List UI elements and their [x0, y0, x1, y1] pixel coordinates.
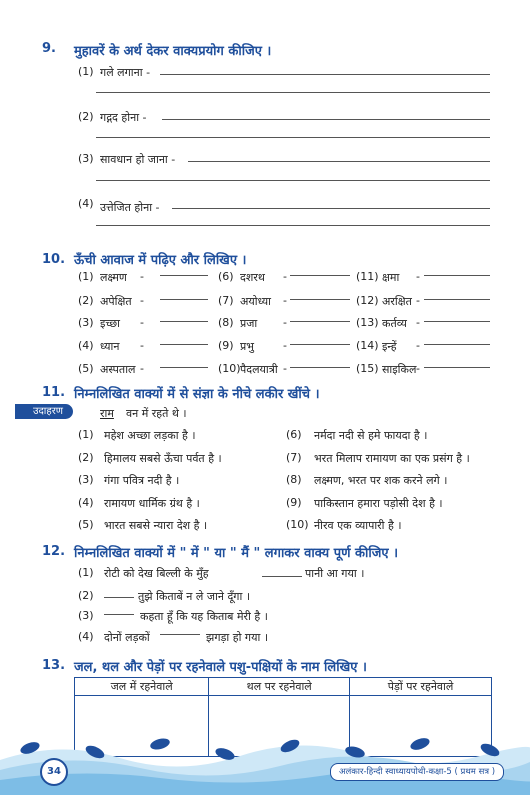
q10-item-13-answer-line[interactable]: [424, 321, 490, 322]
q10-item-2-answer-line[interactable]: [160, 299, 208, 300]
q10-item-10-number: (10): [218, 362, 241, 375]
q10-item-6-word: दशरथ: [240, 271, 265, 284]
q9-item-1-answer-line-2[interactable]: [96, 92, 490, 93]
q10-item-7-number: (7): [218, 294, 234, 307]
q12-item-3-number: (3): [78, 609, 94, 622]
q9-item-2-answer-line-2[interactable]: [96, 137, 490, 138]
q9-item-3-answer-line-2[interactable]: [96, 180, 490, 181]
q10-item-8-word: प्रजा: [240, 317, 258, 330]
question-11-number: 11.: [42, 385, 66, 400]
q10-item-10-answer-line[interactable]: [290, 367, 350, 368]
question-13-number: 13.: [42, 658, 66, 673]
q12-item-3-blank[interactable]: [104, 614, 134, 615]
question-9-title: मुहावरें के अर्थ देकर वाक्यप्रयोग कीजिए ।: [74, 44, 272, 59]
question-10-title: ऊँची आवाज में पढ़िए और लिखिए ।: [74, 253, 247, 268]
q10-item-15-answer-line[interactable]: [424, 367, 490, 368]
q10-item-11-number: (11): [356, 270, 379, 283]
q10-item-9-answer-line[interactable]: [290, 344, 350, 345]
q10-item-5-word: अस्पताल: [100, 363, 136, 376]
q10-item-5-answer-line[interactable]: [160, 367, 208, 368]
q10-item-2-word: अपेक्षित: [100, 295, 132, 308]
q9-item-4-answer-line[interactable]: [172, 208, 490, 209]
q11-sentence-9-text[interactable]: पाकिस्तान हमारा पड़ोसी देश है ।: [314, 497, 443, 510]
q11-sentence-2-text[interactable]: हिमालय सबसे ऊँचा पर्वत है ।: [104, 452, 222, 465]
q10-item-14-number: (14): [356, 339, 379, 352]
q11-sentence-1-text[interactable]: महेश अच्छा लड़का है ।: [104, 429, 196, 442]
q10-item-7-answer-line[interactable]: [290, 299, 350, 300]
table-header-trees: पेड़ों पर रहनेवाले: [350, 678, 492, 696]
q10-item-8-answer-line[interactable]: [290, 321, 350, 322]
q10-item-5-number: (5): [78, 362, 94, 375]
q11-sentence-10-text[interactable]: नीरव एक व्यापारी है ।: [314, 519, 402, 532]
q9-item-2-label: गद्गद होना -: [100, 111, 147, 124]
q9-item-4-answer-line-2[interactable]: [96, 225, 490, 226]
q12-item-2-blank[interactable]: [104, 597, 134, 598]
q10-item-6-answer-line[interactable]: [290, 275, 350, 276]
q10-item-11-dash: -: [416, 270, 420, 283]
q10-item-1-dash: -: [140, 270, 144, 283]
q11-sentence-2-number: (2): [78, 451, 94, 464]
q10-item-14-dash: -: [416, 339, 420, 352]
q10-item-13-word: कर्तव्य: [382, 317, 407, 330]
q12-item-4-number: (4): [78, 630, 94, 643]
q9-item-3-number: (3): [78, 152, 94, 165]
q10-item-15-number: (15): [356, 362, 379, 375]
q11-sentence-3-number: (3): [78, 473, 94, 486]
q10-item-3-word: इच्छा: [100, 317, 121, 330]
q10-item-11-answer-line[interactable]: [424, 275, 490, 276]
q12-item-2-text-after: तुझे किताबें न ले जाने दूँगा ।: [138, 590, 250, 603]
q10-item-5-dash: -: [140, 362, 144, 375]
q10-item-7-word: अयोध्या: [240, 295, 271, 308]
q10-item-4-dash: -: [140, 339, 144, 352]
q11-sentence-4-number: (4): [78, 496, 94, 509]
q10-item-7-dash: -: [283, 294, 287, 307]
book-title-footer: अलंकार-हिन्दी स्वाध्यायपोथी-कक्षा-5 ( प्रथम सत्र ): [330, 763, 504, 781]
q10-item-1-number: (1): [78, 270, 94, 283]
q9-item-1-label: गले लगाना -: [100, 66, 151, 79]
q11-sentence-6-number: (6): [286, 428, 302, 441]
question-12-title: निम्नलिखित वाक्यों में " में " या " मैं " लगाकर वाक्य पूर्ण कीजिए ।: [74, 546, 399, 561]
q12-item-1-number: (1): [78, 566, 94, 579]
q10-item-1-word: लक्ष्मण: [100, 271, 127, 284]
q10-item-10-word: पैदलयात्री: [240, 363, 278, 376]
q9-item-1-number: (1): [78, 65, 94, 78]
q12-item-1-blank[interactable]: [262, 576, 302, 577]
example-label-badge: उदाहरण: [15, 404, 73, 419]
q10-item-1-answer-line[interactable]: [160, 275, 208, 276]
q10-item-2-number: (2): [78, 294, 94, 307]
q11-sentence-3-text[interactable]: गंगा पवित्र नदी है ।: [104, 474, 180, 487]
q10-item-13-dash: -: [416, 316, 420, 329]
q10-item-9-number: (9): [218, 339, 234, 352]
q10-item-15-dash: -: [416, 362, 420, 375]
q10-item-9-dash: -: [283, 339, 287, 352]
q9-item-3-answer-line[interactable]: [188, 161, 490, 162]
question-10-number: 10.: [42, 252, 66, 267]
q11-sentence-5-number: (5): [78, 518, 94, 531]
q11-sentence-8-text[interactable]: लक्ष्मण, भरत पर शक करने लगे ।: [314, 474, 448, 487]
q10-item-9-word: प्रभु: [240, 340, 254, 353]
q9-item-2-number: (2): [78, 110, 94, 123]
q11-sentence-1-number: (1): [78, 428, 94, 441]
q12-item-4-text-before: दोनों लड़कों: [104, 631, 150, 644]
q9-item-3-label: सावधान हो जाना -: [100, 153, 176, 166]
q11-sentence-8-number: (8): [286, 473, 302, 486]
q9-item-2-answer-line[interactable]: [162, 119, 490, 120]
table-header-water: जल में रहनेवाले: [75, 678, 209, 696]
q10-item-8-dash: -: [283, 316, 287, 329]
q10-item-2-dash: -: [140, 294, 144, 307]
q11-sentence-6-text[interactable]: नर्मदा नदी से हमे फायदा है ।: [314, 429, 428, 442]
q10-item-12-answer-line[interactable]: [424, 299, 490, 300]
q12-item-3-text-after: कहता हूँ कि यह किताब मेरी है ।: [140, 610, 268, 623]
question-9-number: 9.: [42, 41, 56, 56]
q11-sentence-4-text[interactable]: रामायण धार्मिक ग्रंथ है ।: [104, 497, 200, 510]
q10-item-10-dash: -: [283, 362, 287, 375]
q10-item-15-word: साइकिल: [382, 363, 417, 376]
q10-item-12-word: अरक्षित: [382, 295, 412, 308]
q12-item-4-blank[interactable]: [160, 634, 200, 635]
q11-sentence-7-number: (7): [286, 451, 302, 464]
q9-item-4-number: (4): [78, 197, 94, 210]
example-underlined-noun: राम: [100, 407, 114, 420]
question-12-number: 12.: [42, 544, 66, 559]
q12-item-1-text-after: पानी आ गया ।: [305, 567, 365, 580]
q10-item-11-word: क्षमा: [382, 271, 400, 284]
page-number: 34: [40, 758, 68, 786]
table-header-land: थल पर रहनेवाले: [209, 678, 350, 696]
q10-item-6-dash: -: [283, 270, 287, 283]
q9-item-4-label: उत्तेजित होना -: [100, 201, 160, 214]
q10-item-4-number: (4): [78, 339, 94, 352]
example-sentence-rest: वन में रहते थे ।: [126, 407, 187, 420]
q12-item-4-text-after: झगड़ा हो गया ।: [206, 631, 269, 644]
q10-item-4-word: ध्यान: [100, 340, 120, 353]
question-11-title: निम्नलिखित वाक्यों में से संज्ञा के नीचे लकीर खींचे ।: [74, 387, 320, 402]
q10-item-12-number: (12): [356, 294, 379, 307]
q12-item-1-text-before: रोटी को देख बिल्ली के मुँह: [104, 567, 209, 580]
q11-sentence-9-number: (9): [286, 496, 302, 509]
q11-sentence-7-text[interactable]: भरत मिलाप रामायण का एक प्रसंग है ।: [314, 452, 470, 465]
question-13-title: जल, थल और पेड़ों पर रहनेवाले पशु-पक्षियों के नाम लिखिए ।: [74, 660, 367, 675]
q10-item-12-dash: -: [416, 294, 420, 307]
q10-item-14-word: इन्हें: [382, 340, 397, 353]
q10-item-3-dash: -: [140, 316, 144, 329]
q12-item-2-number: (2): [78, 589, 94, 602]
q10-item-14-answer-line[interactable]: [424, 344, 490, 345]
q11-sentence-5-text[interactable]: भारत सबसे न्यारा देश है ।: [104, 519, 208, 532]
q11-sentence-10-number: (10): [286, 518, 309, 531]
q10-item-3-answer-line[interactable]: [160, 321, 208, 322]
q10-item-6-number: (6): [218, 270, 234, 283]
q10-item-13-number: (13): [356, 316, 379, 329]
q10-item-8-number: (8): [218, 316, 234, 329]
q9-item-1-answer-line[interactable]: [160, 74, 490, 75]
q10-item-4-answer-line[interactable]: [160, 344, 208, 345]
q10-item-3-number: (3): [78, 316, 94, 329]
